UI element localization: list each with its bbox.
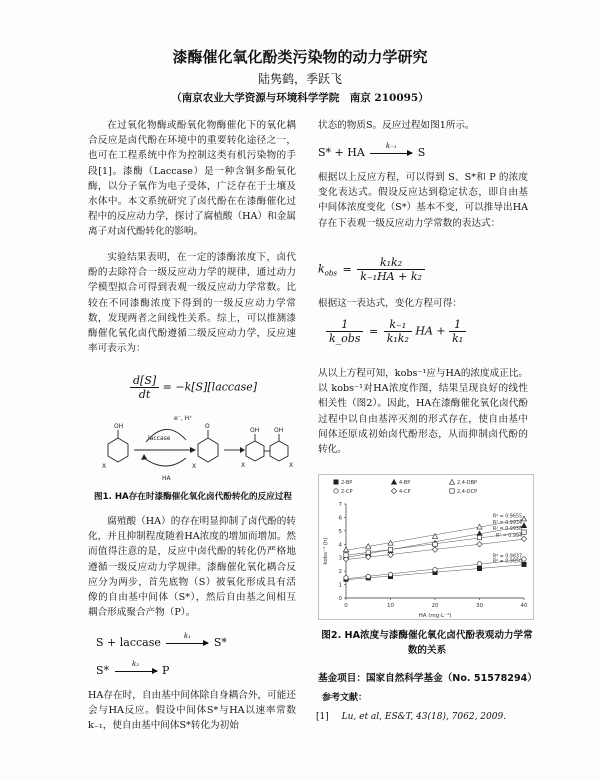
reaction-2-arrow	[115, 659, 157, 672]
references-title: 参考文献：	[322, 693, 368, 703]
r2-label-5: R² = 0.9938	[492, 527, 522, 533]
reaction-3-arrow	[370, 141, 412, 154]
left-para-3	[88, 514, 296, 620]
left-para-1	[88, 118, 296, 240]
legend-label-5: 2,4-DCP	[457, 489, 478, 495]
fig1-ha-label: HA	[162, 475, 171, 482]
reaction-1-lhs: S + laccase	[96, 636, 161, 649]
r2-label-1: R² = 0.9934	[492, 521, 522, 527]
fig1-x-label-1: X	[102, 463, 107, 470]
kobs-fraction	[357, 256, 425, 283]
reaction-2-rhs: P	[162, 664, 170, 677]
x-tick-label: 20	[431, 603, 439, 609]
affiliation: （南京农业大学资源与环境科学学院 南京 210095）	[171, 92, 429, 104]
reaction-2	[96, 659, 296, 677]
intercept-fraction	[449, 318, 466, 345]
legend-marker-0	[334, 480, 338, 484]
slope-numerator: k₋₁	[384, 318, 412, 332]
data-point-5-5	[522, 530, 526, 534]
y-tick-label: 1	[338, 582, 342, 589]
data-point-0-5	[522, 562, 526, 566]
figure-1-diagram	[86, 410, 298, 488]
fig1-o-label: O	[205, 423, 210, 430]
rate-denominator: dt	[138, 388, 151, 401]
figure-1-caption: 图1. HA存在时漆酶催化氧化卤代酚转化的反应过程	[94, 492, 292, 502]
reaction-1-k: k₁	[183, 631, 191, 640]
data-point-3-5	[522, 557, 526, 561]
reaction-1	[96, 631, 296, 649]
results-paragraph: 实验结果表明，在一定的漆酶浓度下，卤代酚的去除符合一级反应动力学的规律，通过动力学模型拟合可得到表观一级反应动力学常数。比较在不同漆酶浓度下得到的一级反应动力学常数，发现两者之间线性关系。综上，可以推测漆酶催化氧化卤代酚遵循二级反应动力学，反应速率可表示为：	[88, 252, 296, 355]
r2-label-3: R² = 0.9837	[492, 554, 522, 560]
kobs-lhs: k	[318, 262, 325, 276]
transform-paragraph: 根据这一表达式，变化方程可得：	[318, 298, 462, 309]
dimer-ring-2	[270, 441, 288, 461]
reference-1-text: Lu, et al, ES&T, 43(18), 7062, 2009.	[341, 712, 507, 722]
paper-title: 漆酶催化氧化酚类污染物的动力学研究	[172, 48, 428, 66]
reaction-3-k: k₋₁	[385, 141, 397, 150]
reciprocal-equation: $\frac{1}{\text{k\_obs}}$ = $\frac{\text{k₋₁}}{\text{k₁k₂}}$ HA + $\frac{1}{\text{k₁}}$	[326, 318, 526, 345]
x-tick-label: 0	[344, 603, 348, 609]
reaction-3	[318, 141, 518, 159]
slope-fraction	[384, 318, 412, 345]
slope-tail: HA +	[415, 324, 446, 338]
intro-paragraph: 在过氧化物酶或酚氧化物酶催化下的氧化耦合反应是卤代酚在环境中的重要转化途径之一，也可在工程系统中作为控制这类有机污染物的手段[1]。漆酶（Laccase）是一种含铜多酚氧化酶，以分子氧作为电子受体，广泛存在于土壤及水体中。本文系统研究了卤代酚在在漆酶催化过程中的反应动力学，探讨了腐植酸（HA）和金属离子对卤代酚转化的影响。	[88, 120, 296, 238]
data-point-5-3	[433, 542, 437, 546]
intercept-denominator: k₁	[452, 332, 464, 345]
y-tick-label: 2	[338, 569, 342, 576]
rate-fraction	[130, 374, 159, 401]
intermediate-paragraph: HA存在时，自由基中间体除自身耦合外，可能还会与HA反应。假设中间体S*与HA以速率常数k₋₁，使自由基中间体S*转化为初始	[88, 690, 296, 732]
right-para-2	[318, 170, 528, 231]
data-point-5-0	[344, 553, 348, 557]
inverse-kobs-num: 1	[326, 318, 363, 332]
fig1-laccase-label: laccase	[148, 435, 171, 442]
authors: 陆隽鹤，季跃飞	[257, 72, 342, 86]
kobs-lhs-sub: obs	[324, 269, 337, 278]
legend-label-4: 4-CP	[399, 489, 411, 495]
y-tick-label: 6	[338, 515, 342, 522]
figure-2-caption: 图2. HA浓度与漆酶催化氧化卤代酚表观动力学常数的关系	[321, 630, 533, 656]
fig1-oh-label-3: OH	[274, 427, 284, 434]
legend-marker-3	[334, 489, 338, 493]
legend-label-3: 2-CP	[341, 489, 353, 495]
data-point-0-4	[477, 566, 481, 570]
reference-1	[316, 712, 536, 722]
fig1-x-label-3: X	[241, 462, 246, 469]
kobs-denominator: k₋₁HA + k₂	[360, 270, 422, 283]
fig1-electron-label: e⁻, H⁺	[174, 415, 193, 422]
legend-label-0: 2-BP	[341, 480, 353, 486]
reference-1-number: [1]	[316, 712, 329, 722]
y-axis-label: kobs⁻¹ (h)	[323, 537, 329, 565]
left-para-4	[88, 688, 296, 734]
ha-paragraph: 腐殖酸（HA）的存在明显抑制了卤代酚的转化，并且抑制程度随着HA浓度的增加而增加。然而值得注意的是，反应中卤代酚的转化仍严格地遵循一级反应动力学规律。漆酶催化氧化耦合反应分为两步，首先底物（S）被氧化形成具有活像的自由基中间体（S*），然后自由基之间相互耦合形成聚合产物（P）。	[88, 516, 296, 619]
reaction-2-lhs: S*	[96, 664, 110, 677]
fund-line: 基金项目：国家自然科学基金（No. 51578294）	[318, 673, 537, 684]
rate-equation	[130, 374, 290, 401]
right-para-3	[318, 296, 528, 311]
right-para-1	[318, 118, 528, 133]
y-tick-label: 4	[338, 542, 342, 549]
y-tick-label: 3	[338, 555, 342, 562]
process-paragraph: 状态的物质S。反应过程如图1所示。	[318, 120, 475, 131]
r2-label-4: R² = 0.994	[495, 534, 522, 540]
reaction-3-rhs: S	[417, 146, 426, 159]
legend-label-2: 2,4-DBP	[457, 480, 478, 486]
x-axis-label: HA (mg·L⁻¹)	[418, 613, 452, 619]
y-tick-label: 5	[338, 528, 342, 535]
conclusion-paragraph: 从以上方程可知，kobs⁻¹应与HA的浓度成正比。以 kobs⁻¹对HA浓度作图，结果呈现良好的线性相关性（图2）。因此，HA在漆酶催化氧化卤代酚过程中以自由基淬灭剂的形式存在，使自由基中间体还原成初始卤代酚形态，从而抑制卤代酚的转化。	[318, 368, 528, 456]
legend-label-1: 4-BP	[399, 480, 411, 486]
kobs-numerator: k₁k₂	[357, 256, 425, 270]
figure-2-chart	[318, 474, 534, 620]
derivation-paragraph: 根据以上反应方程，可以得到 S、S*和 P 的浓度变化表达式。假设反应达到稳定状态，即自由基中间体浓度变化（S*）基本不变，可以推导出HA存在下表观一级反应动力学常数的表达式：	[318, 172, 528, 229]
reaction-3-lhs: S* + HA	[318, 146, 365, 159]
y-tick-label: 7	[338, 502, 342, 508]
data-point-5-4	[477, 535, 481, 539]
y-tick-label: 0	[338, 596, 342, 602]
phenol-ring	[108, 438, 128, 462]
left-para-2	[88, 250, 296, 356]
reaction-2-k: k₂	[132, 659, 140, 668]
inverse-kobs-den: k_obs	[329, 332, 361, 345]
x-tick-label: 30	[476, 603, 483, 609]
data-point-5-1	[366, 550, 370, 554]
fig1-x-label-2: X	[192, 463, 197, 470]
data-point-3-2	[388, 572, 392, 576]
intercept-numerator: 1	[449, 318, 466, 332]
legend-marker-5	[450, 489, 454, 493]
slope-denominator: k₁k₂	[386, 332, 409, 345]
reaction-1-rhs: S*	[213, 636, 227, 649]
dimer-ring-1	[246, 441, 264, 461]
data-point-3-1	[366, 574, 370, 578]
data-point-5-2	[388, 547, 392, 551]
rate-rhs: = −k[S][laccase]	[162, 380, 258, 394]
right-para-4	[318, 366, 528, 457]
r2-label-2: R² = 0.9655	[492, 514, 522, 520]
fig1-oh-label-2: OH	[250, 427, 260, 434]
x-tick-label: 10	[387, 603, 394, 609]
r2-label-0: R² = 0.9850	[492, 559, 522, 565]
rate-numerator: d[S]	[130, 374, 159, 388]
x-tick-label: 40	[520, 603, 528, 609]
data-point-3-0	[344, 576, 348, 580]
fig1-x-label-4: X	[289, 462, 294, 469]
kobs-equation: $k_{obs}$ = $\frac{\text{k₁k₂}}{\text{k₋₁HA + k₂}}$	[318, 256, 518, 283]
inverse-kobs-fraction	[326, 318, 363, 345]
data-point-3-4	[477, 562, 481, 566]
fig1-oh-label-1: OH	[114, 423, 124, 430]
reaction-1-arrow	[166, 631, 208, 644]
data-point-3-3	[433, 568, 437, 572]
radical-ring	[198, 438, 218, 462]
